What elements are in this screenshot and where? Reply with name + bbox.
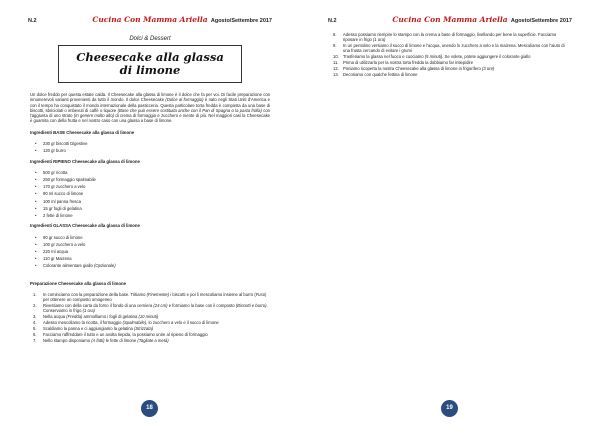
preparation-step [330, 32, 570, 43]
issue-date: Agosto/Settembre 2017 [210, 18, 272, 24]
step-number: 9. [333, 43, 337, 49]
preparation-step [30, 292, 270, 303]
text-run: Scaldiamo la panna e ci aggiungiamo la gelatina [43, 326, 135, 332]
text-run: e formiamo la base con il composto [167, 303, 236, 309]
italic-note: (Biscotti e burro) [235, 303, 267, 309]
text-run: ammolliamo i fogli di gelatina [82, 314, 139, 320]
italic-note: (5 minuti) [424, 54, 443, 60]
page-number-badge: 18 [141, 400, 158, 417]
step-number: 10. [333, 54, 339, 60]
text-run: con l'aggiunta di uno strato [30, 107, 271, 119]
preparation-step [330, 60, 570, 65]
italic-note: (Finemente) [146, 291, 170, 297]
section-heading-ripieno: Ingredienti RIPIENO Cheesecake alla glassa di limone [30, 158, 140, 164]
preparation-step [30, 326, 270, 331]
recipe-title-line-1: Cheesecake alla glassa [76, 50, 224, 64]
text-run: Decoriamo con qualche fettina di limone [343, 72, 418, 78]
italic-note: (10 minuti) [138, 314, 159, 320]
step-number: 1. [33, 291, 37, 297]
base-ingredients-list [30, 141, 270, 153]
step-number: 8. [333, 32, 337, 37]
step-number: 6. [33, 331, 37, 337]
step-number: 11. [333, 60, 339, 66]
text-run: Nella acqua [43, 314, 67, 320]
text-run: di crema di formaggio e zucchero e niente di più. Nel maggiori casi la Cheesecake è guarnita con della frutta e nel nostro caso con una glassa a base di limone. [30, 113, 270, 124]
title-box [58, 45, 242, 83]
step-number: 3. [33, 314, 37, 320]
text-run: Facciamo raffreddare il tutto e un avolta tiepida, la possiamo unire al ripieno di formaggio [43, 331, 208, 337]
text-run: . Se volete, potete aggiungere il colorante giallo [442, 54, 531, 60]
step-number: 2. [33, 303, 37, 309]
italic-note: (Strizzata) [134, 326, 154, 332]
intro-paragraph [30, 92, 270, 124]
preparation-step [30, 303, 270, 314]
magazine-title: Cucina Con Mamma Ariella [392, 15, 508, 24]
text-run: Adesso possiamo riempire lo stampo con la crema a base di formaggio, livellando per bene la superficie. Facciamo riposare in frigo [343, 32, 557, 43]
text-run: Trasferiamo la glassa nel fuoco e cuociamo [343, 54, 425, 60]
section-heading-base: Ingredienti BASE Cheesecake alla glassa di limone [30, 129, 135, 135]
right-page [300, 0, 600, 424]
text-run: 100 gr zucchero a velo [43, 241, 86, 247]
recipe-title-line-2: di limone [119, 63, 181, 77]
text-run: Adesso mescoliamo la ricotta, il formaggio [43, 320, 123, 326]
glassa-ingredients-list [30, 235, 270, 269]
ingredient-item: • 100 ml panna fresca [30, 199, 270, 204]
italic-note: (3 ore) [481, 66, 495, 72]
right-page-header [328, 14, 572, 28]
right-page-content [330, 32, 570, 78]
text-run: le fette di limone [104, 337, 138, 343]
text-run: Nello stampo disponiamo [43, 337, 92, 343]
issue-number: N.2 [28, 18, 37, 24]
text-run: Un dolce freddo per questa estate calda. Il Cheesecake alla glassa di limone è il dolce che fa per voi. Di facile preparazione con innumerevoli varianti provenienti da tutto il mondo. Il dolce Cheesecake [30, 92, 270, 103]
ingredient-item: • 230 gr biscotti Digestive [30, 141, 270, 146]
left-page-content [30, 92, 270, 344]
italic-note: (Opzionale) [93, 263, 116, 269]
category-kicker: Dolci & Dessert [129, 36, 171, 42]
ingredient-item [30, 242, 270, 247]
text-run: Prima di utilizzarla per la nostra torta fredda la dobbiamo far intiepidire [343, 60, 474, 66]
step-number: 7. [33, 337, 37, 343]
recipe-title [59, 51, 241, 77]
left-page-header [28, 14, 272, 28]
preparation-step [30, 338, 270, 343]
ingredient-item: • 120 gr burro [30, 148, 270, 153]
text-run: , lo zucchero a velo e il succo di limone [146, 320, 219, 326]
italic-note: (Tagliate a metà) [137, 337, 169, 343]
italic-note: (Base che può essere sostituita anche con il Pan di Spagna o la pasta frolla) [117, 107, 262, 113]
page-number-badge: 19 [441, 400, 458, 417]
ingredient-item: • 250 gr formaggio spalmabile [30, 177, 270, 182]
preparation-step [330, 72, 570, 77]
magazine-title: Cucina Con Mamma Ariella [92, 15, 208, 24]
preparation-steps-list [30, 292, 270, 343]
italic-note: (1 ora) [82, 308, 95, 314]
section-heading-glassa: Ingredienti GLASSA Cheesecake alla glassa di limone [30, 223, 140, 229]
italic-note: (24 cm) [153, 303, 168, 309]
text-run: i biscotti e poi li mescoliamo insieme al burro ( [169, 291, 256, 297]
ingredient-item [30, 263, 270, 268]
text-run: In cominciamo con la preparazione della base. Tritiamo [43, 291, 147, 297]
preparation-step [330, 43, 570, 54]
preparation-step [30, 314, 270, 319]
preparation-step [330, 66, 570, 71]
issue-number: N.2 [328, 18, 337, 24]
text-run: Poniamo ricoperta la nostra Cheesecake alla glassa di limone in frigorifero [343, 66, 482, 72]
text-run: è nato negli Stati Uniti d'America e con il tempo ha conquistato il mondo internazionale della pasticceria. Questa particolare torta fredda è composta da una base di biscotti, sbriciolati o imbevuti di caffè o liquore [30, 97, 270, 113]
italic-note: (1 ora) [373, 37, 386, 43]
issue-date: Agosto/Settembre 2017 [510, 18, 572, 24]
italic-note: (A fatti) [91, 337, 105, 343]
italic-note: (In genere molto alto) [73, 113, 115, 119]
step-number: 13. [333, 72, 339, 78]
italic-note: (Fredda) [66, 314, 83, 320]
text-run: 110 gr Maizena [43, 256, 72, 262]
ingredient-item: • 170 gr zucchero a velo [30, 184, 270, 189]
preparation-step [330, 54, 570, 59]
ingredient-item [30, 256, 270, 261]
ingredient-item: • 500 gr ricotta [30, 170, 270, 175]
ingredient-item [30, 249, 270, 254]
text-run: ) per ottenere un composto omogeneo [43, 291, 267, 303]
italic-note: Fuso [255, 291, 266, 297]
preparation-step [30, 320, 270, 325]
ingredient-item: • 90 ml succo di limone [30, 191, 270, 196]
text-run: In un pentolino versiamo il succo di limone e l'acqua, unendo lo zucchero a velo e la maizena. Mescoliamo con l'aiuto di una frusta cercando di evitare i grumi [343, 43, 565, 54]
italic-note: (Spalmabile) [122, 320, 147, 326]
italic-note: (Dolce al formaggio) [165, 97, 204, 103]
step-number: 4. [33, 320, 37, 326]
preparation-steps-continued-list [330, 32, 570, 77]
text-run: Colorante alimentare giallo [43, 263, 94, 269]
ingredient-item: • 2 fette di limone [30, 213, 270, 218]
ingredient-item [30, 235, 270, 240]
ripieno-ingredients-list [30, 170, 270, 218]
step-number: 5. [33, 326, 37, 332]
text-run: 220 ml acqua [43, 248, 69, 254]
preparation-step [30, 332, 270, 337]
section-heading-preparazione: Preparazione Cheesecake alla glassa di limone [30, 280, 127, 286]
text-run: . Conserviamo in frigo [43, 303, 268, 314]
step-number: 12. [333, 66, 339, 72]
ingredient-item: • 15 gr fogli di gelatina [30, 206, 270, 211]
text-run: Rivestiamo con della carta da forno il fondo di una cerniera [43, 303, 154, 309]
text-run: 90 gr succo di limone [43, 234, 83, 240]
